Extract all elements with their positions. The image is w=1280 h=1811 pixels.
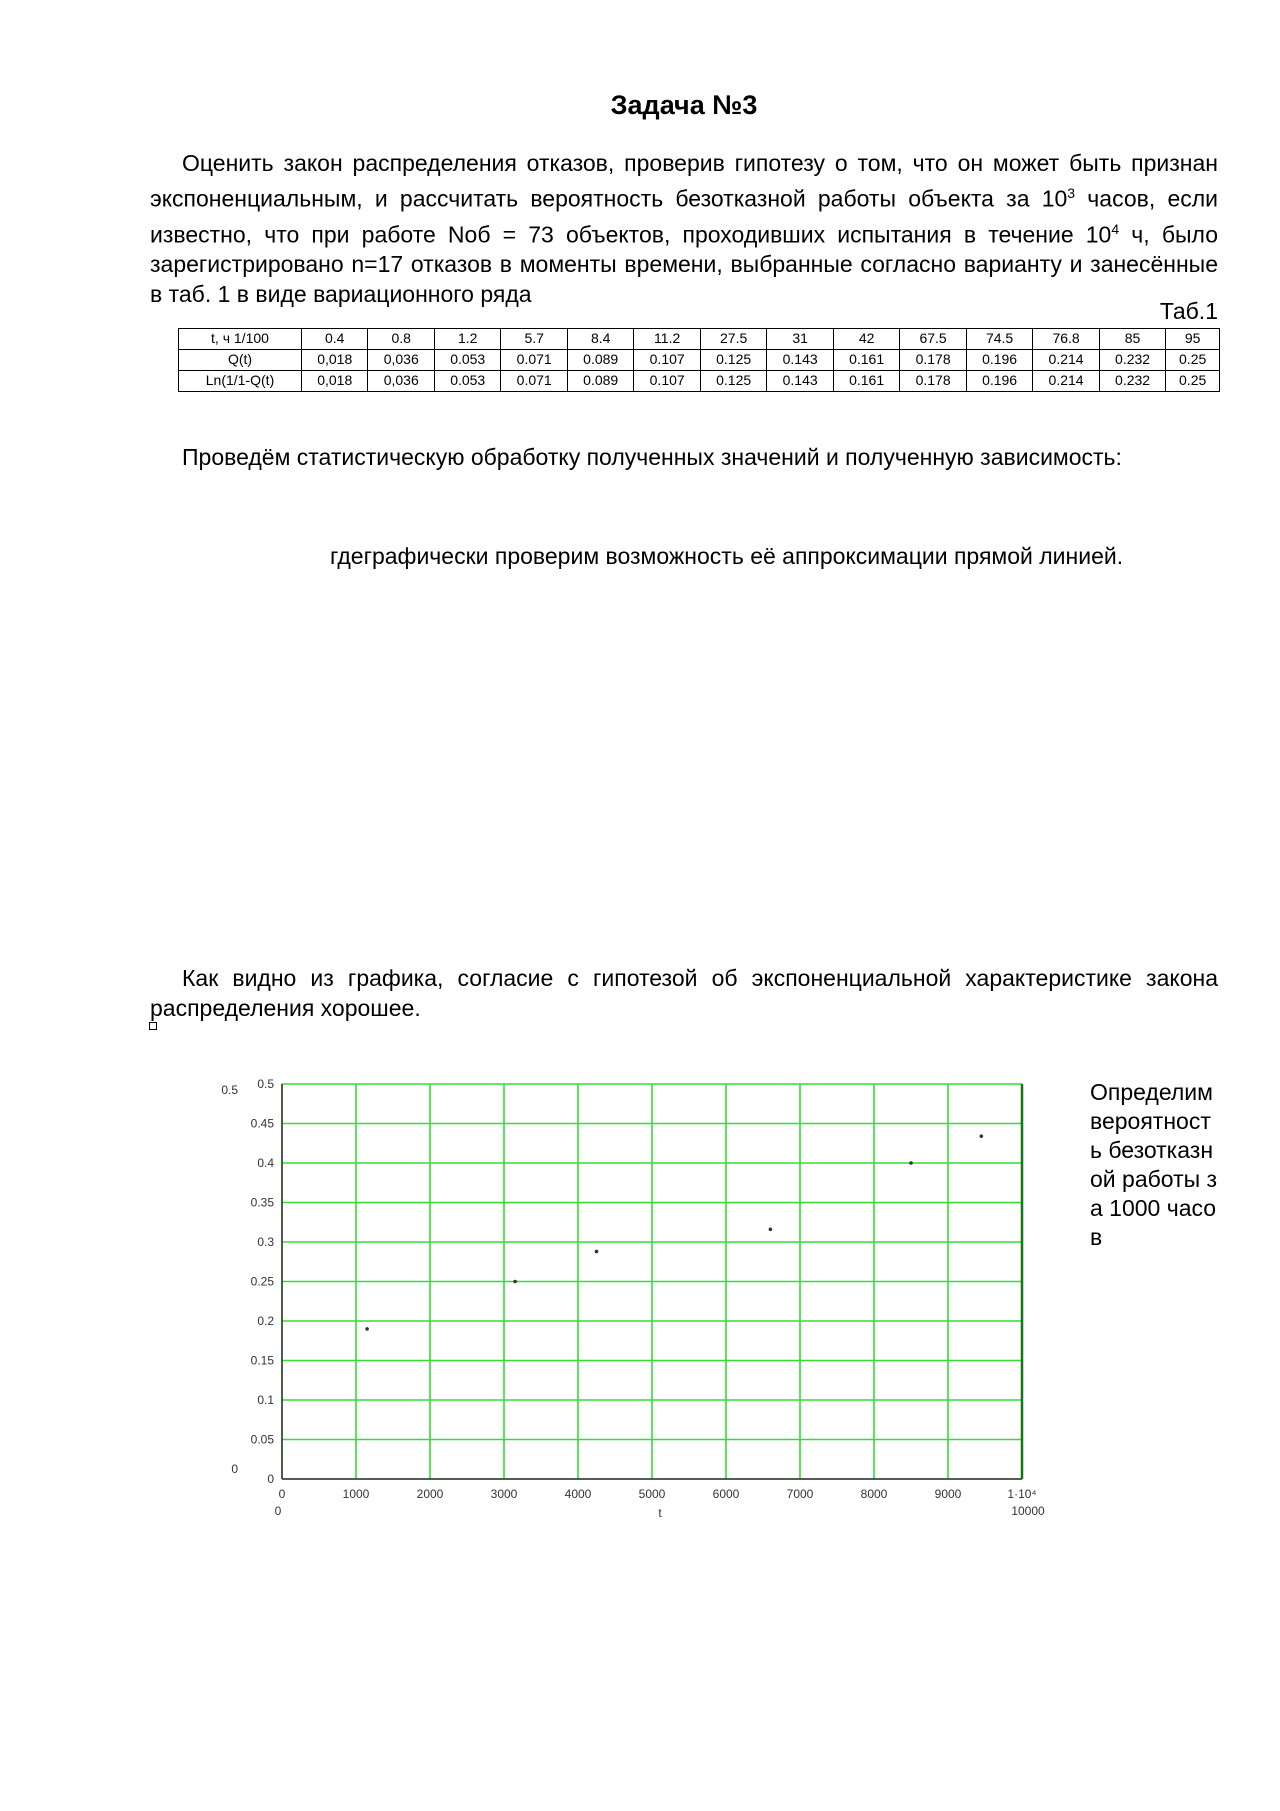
- cell-t: 1.2: [434, 329, 500, 350]
- data-point: [513, 1280, 517, 1284]
- y-tick-label: 0.15: [250, 1353, 274, 1368]
- cell-q: 0.089: [567, 350, 633, 371]
- y-range-max-label: 0.5: [221, 1083, 238, 1097]
- cell-t: 95: [1166, 329, 1220, 350]
- x-tick-label: 4000: [564, 1487, 592, 1501]
- cell-t: 67.5: [900, 329, 966, 350]
- row-header: t, ч 1/100: [179, 329, 302, 350]
- cell-q: 0,036: [368, 350, 434, 371]
- y-tick-label: 0.1: [257, 1393, 274, 1407]
- x-tick-label: 5000: [638, 1487, 666, 1501]
- cell-t: 8.4: [567, 329, 633, 350]
- cell-ln: 0,018: [302, 371, 368, 392]
- task-description: Оценить закон распределения отказов, проверив гипотезу о том, что он может быть признан экспоненциальным, и рассчитать вероятность безотказной работы объекта за $10^3$ часов, если известно, что при работе Nоб = 73 объектов, проходивших испытания в течение $10^4$ ч, было зарегистрировано n=17 отказов в моменты времени, выбранные согласно варианту и занесённые в таб. 1 в виде вариационного ряда: [150, 150, 1219, 308]
- data-point: [909, 1161, 913, 1165]
- paragraph-conclusion: Как видно из графика, согласие с гипотезой об экспоненциальной характеристике закона распределения хорошее.: [150, 965, 1218, 1021]
- cell-t: 27.5: [700, 329, 766, 350]
- data-point: [769, 1228, 773, 1232]
- data-point: [365, 1327, 369, 1331]
- cell-t: 0.4: [302, 329, 368, 350]
- cell-t: 76.8: [1033, 329, 1099, 350]
- cell-q: 0,018: [302, 350, 368, 371]
- y-range-min-label: 0: [231, 1462, 238, 1476]
- y-tick-label: 0.25: [250, 1274, 274, 1289]
- y-tick-label: 0.3: [257, 1235, 274, 1249]
- cell-ln: 0.161: [833, 371, 899, 392]
- x-range-max-label: 10000: [1011, 1504, 1045, 1518]
- cell-t: 42: [833, 329, 899, 350]
- cell-t: 11.2: [634, 329, 700, 350]
- row-header: Q(t): [179, 350, 302, 371]
- cell-q: 0.214: [1033, 350, 1099, 371]
- cell-q: 0.161: [833, 350, 899, 371]
- cell-ln: 0.071: [501, 371, 567, 392]
- cell-ln: 0.214: [1033, 371, 1099, 392]
- y-tick-label: 0: [267, 1472, 274, 1486]
- cell-q: 0.125: [700, 350, 766, 371]
- y-tick-label: 0.35: [250, 1195, 274, 1210]
- cell-ln: 0.25: [1166, 371, 1220, 392]
- row-header: Ln(1/1-Q(t): [179, 371, 302, 392]
- cell-q: 0.232: [1099, 350, 1165, 371]
- x-tick-label: 6000: [712, 1487, 740, 1501]
- cell-ln: 0,036: [368, 371, 434, 392]
- cell-ln: 0.232: [1099, 371, 1165, 392]
- cell-ln: 0.125: [700, 371, 766, 392]
- cell-q: 0.071: [501, 350, 567, 371]
- x-tick-label: 3000: [490, 1487, 518, 1501]
- data-point: [980, 1134, 984, 1138]
- x-axis-label: t: [658, 1506, 662, 1520]
- cell-t: 31: [767, 329, 833, 350]
- x-range-min-label: 0: [274, 1504, 282, 1518]
- cell-t: 5.7: [501, 329, 567, 350]
- cell-q: 0.178: [900, 350, 966, 371]
- x-tick-label: 0: [278, 1487, 286, 1501]
- page-title: Задача №3: [610, 90, 758, 120]
- cell-q: 0.196: [966, 350, 1032, 371]
- x-tick-label: 9000: [934, 1487, 962, 1501]
- cell-ln: 0.053: [434, 371, 500, 392]
- cell-ln: 0.178: [900, 371, 966, 392]
- cell-t: 74.5: [966, 329, 1032, 350]
- cell-ln: 0.107: [634, 371, 700, 392]
- x-tick-label: 2000: [416, 1487, 444, 1501]
- cell-q: 0.107: [634, 350, 700, 371]
- x-tick-label: 7000: [786, 1487, 814, 1501]
- y-tick-label: 0.4: [257, 1156, 274, 1170]
- x-tick-label: 1000: [342, 1487, 370, 1501]
- table-label: Таб.1: [1159, 298, 1218, 324]
- paragraph-approximation: гдеграфически проверим возможность её аппроксимации прямой линией.: [330, 543, 1124, 569]
- cell-q: 0.053: [434, 350, 500, 371]
- cell-ln: 0.196: [966, 371, 1032, 392]
- y-tick-label: 0.45: [250, 1116, 274, 1131]
- data-point: [595, 1250, 599, 1254]
- cell-ln: 0.089: [567, 371, 633, 392]
- cell-q: 0.143: [767, 350, 833, 371]
- cell-t: 0.8: [368, 329, 434, 350]
- y-tick-label: 0.2: [257, 1314, 274, 1328]
- side-note: Определим вероятность безотказной работы за 1000 часов: [1090, 1079, 1218, 1250]
- y-tick-label: 0.05: [250, 1432, 274, 1447]
- x-tick-label: 1·10⁴: [1007, 1487, 1037, 1501]
- paragraph-processing: Проведём статистическую обработку полученных значений и полученную зависимость:: [182, 444, 1122, 470]
- cell-q: 0.25: [1166, 350, 1220, 371]
- x-tick-label: 8000: [860, 1487, 888, 1501]
- y-tick-label: 0.5: [257, 1077, 274, 1091]
- cell-t: 85: [1099, 329, 1165, 350]
- cell-ln: 0.143: [767, 371, 833, 392]
